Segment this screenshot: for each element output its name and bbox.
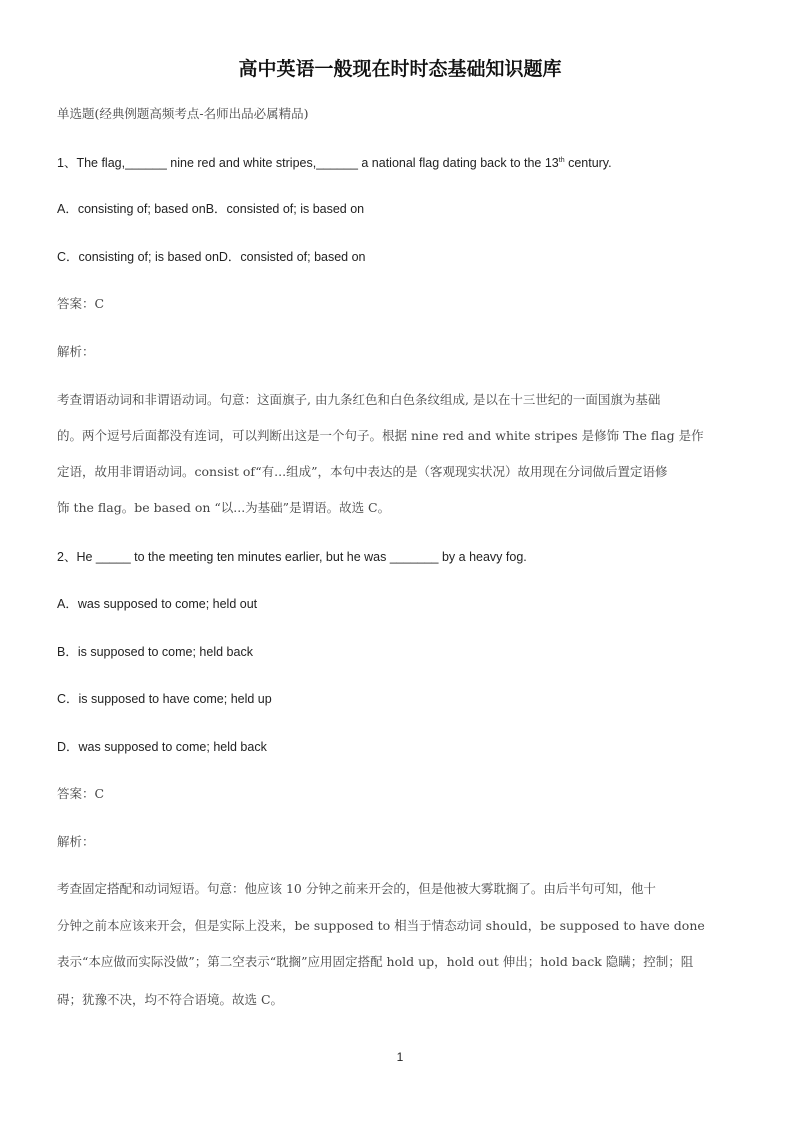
question-2-stem: 2、He _____ to the meeting ten minutes earlier, but he was _______ by a heavy fog. — [57, 550, 527, 564]
question-2-option-c: C．is supposed to have come; held up — [57, 692, 272, 706]
question-1-analysis-label: 解析： — [57, 344, 95, 359]
question-1-stem — [57, 153, 612, 171]
page-title: 高中英语一般现在时时态基础知识题库 — [238, 58, 562, 80]
question-1-options-ab: A．consisting of; based onB．consisted of; is based on — [57, 202, 365, 216]
stem-text: 1、The flag,______ nine red and white stripes,______ a national flag dating back to the 13 — [57, 156, 559, 170]
question-2-analysis-label: 解析： — [57, 834, 95, 849]
analysis-line: 考查谓语动词和非谓语动词。句意：这面旗子, 由九条红色和白色条纹组成, 是以在十三世纪的一面国旗为基础 — [57, 392, 661, 407]
stem-text-end: century. — [564, 156, 612, 170]
analysis-line: 分钟之前本应该来开会，但是实际上没来，be supposed to 相当于情态动词 should，be supposed to have done — [57, 918, 705, 933]
question-2-option-d: D．was supposed to come; held back — [57, 740, 267, 754]
analysis-line: 碍；犹豫不决，均不符合语境。故选 C。 — [57, 992, 284, 1007]
analysis-line: 的。两个逗号后面都没有连词，可以判断出这是一个句子。根据 nine red and white stripes 是修饰 The flag 是作 — [57, 428, 704, 443]
stem-superscript: th — [558, 157, 565, 164]
analysis-line: 考查固定搭配和动词短语。句意：他应该 10 分钟之前来开会的，但是他被大雾耽搁了。由后半句可知，他十 — [57, 881, 656, 896]
section-heading: 单选题(经典例题高频考点-名师出品必属精品) — [57, 106, 309, 121]
question-2-option-b: B．is supposed to come; held back — [57, 645, 253, 659]
question-2-option-a: A．was supposed to come; held out — [57, 597, 258, 611]
question-1-answer: 答案：C — [57, 296, 105, 311]
question-1-options-cd: C．consisting of; is based onD．consisted of; based on — [57, 250, 366, 264]
analysis-line: 饰 the flag。be based on “以...为基础”是谓语。故选 C。 — [57, 500, 391, 515]
question-2-answer: 答案：C — [57, 786, 105, 801]
page-number: 1 — [396, 1050, 404, 1064]
analysis-line: 定语，故用非谓语动词。consist of“有...组成”，本句中表达的是（客观现实状况）故用现在分词做后置定语修 — [57, 464, 668, 479]
analysis-line: 表示“本应做而实际没做”；第二空表示“耽搁”应用固定搭配 hold up，hold out 伸出；hold back 隐瞒；控制；阻 — [57, 954, 694, 969]
